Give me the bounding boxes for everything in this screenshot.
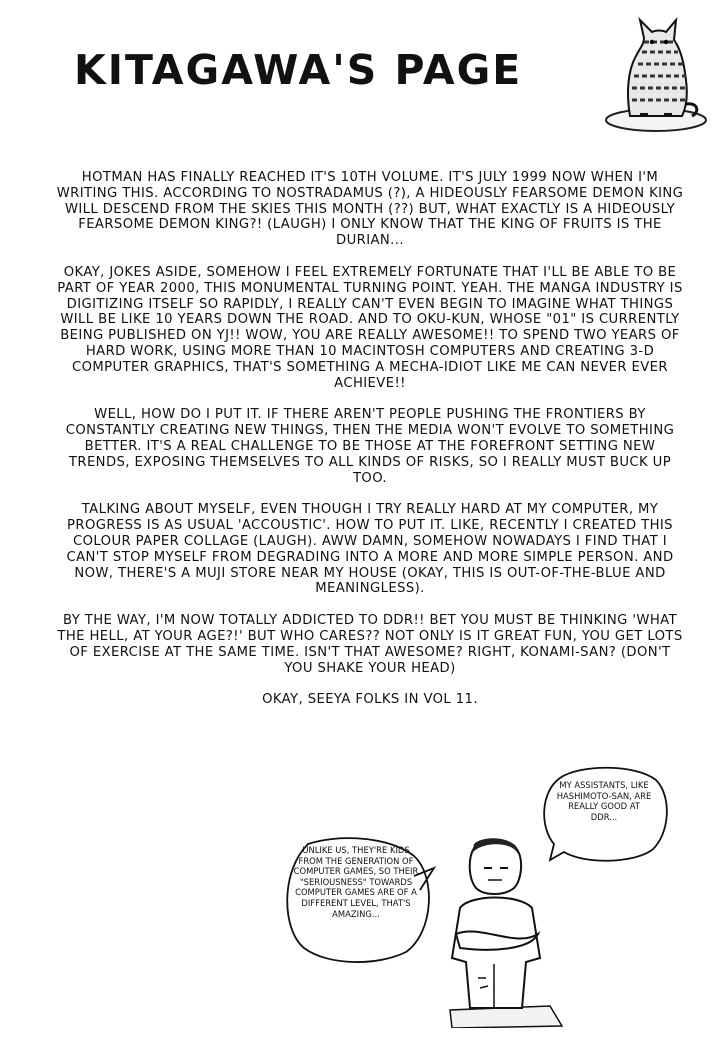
paragraph-5: BY THE WAY, I'M NOW TOTALLY ADDICTED TO DDR!! BET YOU MUST BE THINKING 'WHAT THE HELL, AT YOUR AGE?!' BUT WHO CARES?? NOT ONLY IS IT GREAT FUN, YOU GET LOTS OF EXERCISE AT THE SAME TIME. ISN'T THAT AWESOME? RIGHT, KONAMI-SAN? (DON'T YOU SHAKE YOUR HEAD) [57, 613, 683, 676]
speech-bubble-right: MY ASSISTANTS, LIKE HASHIMOTO-SAN, ARE REALLY GOOD AT DDR... [556, 780, 652, 822]
paragraph-3: WELL, HOW DO I PUT IT. IF THERE AREN'T PEOPLE PUSHING THE FRONTIERS BY CONSTANTLY CREATING NEW THINGS, THEN THE MEDIA WON'T EVOLVE TO SOMETHING BETTER. IT'S A REAL CHALLENGE TO BE THOSE AT THE FOREFRONT SETTING NEW TRENDS, EXPOSING THEMSELVES TO ALL KINDS OF RISKS, SO I REALLY MUST BUCK UP TOO. [65, 407, 675, 486]
speech-bubble-left: UNLIKE US, THEY'RE KIDS FROM THE GENERATION OF COMPUTER GAMES, SO THEIR "SERIOUSNESS" TOWARDS COMPUTER GAMES ARE OF A DIFFERENT LEVEL, THAT'S AMAZING... [293, 845, 419, 919]
paragraph-6: OKAY, SEEYA FOLKS IN VOL 11. [262, 692, 478, 708]
page-title: KITAGAWA'S PAGE [74, 46, 523, 94]
cat-illustration [600, 12, 712, 136]
paragraph-2: OKAY, JOKES ASIDE, SOMEHOW I FEEL EXTREMELY FORTUNATE THAT I'LL BE ABLE TO BE PART OF YEAR 2000, THIS MONUMENTAL TURNING POINT. YEAH. THE MANGA INDUSTRY IS DIGITIZING ITSELF SO RAPIDLY, I REALLY CAN'T EVEN BEGIN TO IMAGINE WHAT THINGS WILL BE LIKE 10 YEARS DOWN THE ROAD. AND TO OKU-KUN, WHOSE "01" IS CURRENTLY BEING PUBLISHED ON YJ!! WOW, YOU ARE REALLY AWESOME!! TO SPEND TWO YEARS OF HARD WORK, USING MORE THAN 10 MACINTOSH COMPUTERS AND CREATING 3-D COMPUTER GRAPHICS, THAT'S SOMETHING A MECHA-IDIOT LIKE ME CAN NEVER EVER ACHIEVE!! [57, 264, 683, 391]
article-body [56, 170, 684, 724]
paragraph-1: HOTMAN HAS FINALLY REACHED IT'S 10TH VOLUME. IT'S JULY 1999 NOW WHEN I'M WRITING THIS. ACCORDING TO NOSTRADAMUS (?), A HIDEOUSLY FEARSOME DEMON KING WILL DESCEND FROM THE SKIES THIS MONTH (??) BUT, WHAT EXACTLY IS A HIDEOUSLY FEARSOME DEMON KING?! (LAUGH) I ONLY KNOW THAT THE KING OF FRUITS IS THE DURIAN... [56, 170, 684, 249]
paragraph-4: TALKING ABOUT MYSELF, EVEN THOUGH I TRY REALLY HARD AT MY COMPUTER, MY PROGRESS IS AS USUAL 'ACCOUSTIC'. HOW TO PUT IT. LIKE, RECENTLY I CREATED THIS COLOUR PAPER COLLAGE (LAUGH). AWW DAMN, SOMEHOW NOWADAYS I FIND THAT I CAN'T STOP MYSELF FROM DEGRADING INTO A MORE AND MORE SIMPLE PERSON. AND NOW, THERE'S A MUJI STORE NEAR MY HOUSE (OKAY, THIS IS OUT-OF-THE-BLUE AND MEANINGLESS). [66, 502, 674, 597]
author-figure-illustration [430, 838, 580, 1028]
